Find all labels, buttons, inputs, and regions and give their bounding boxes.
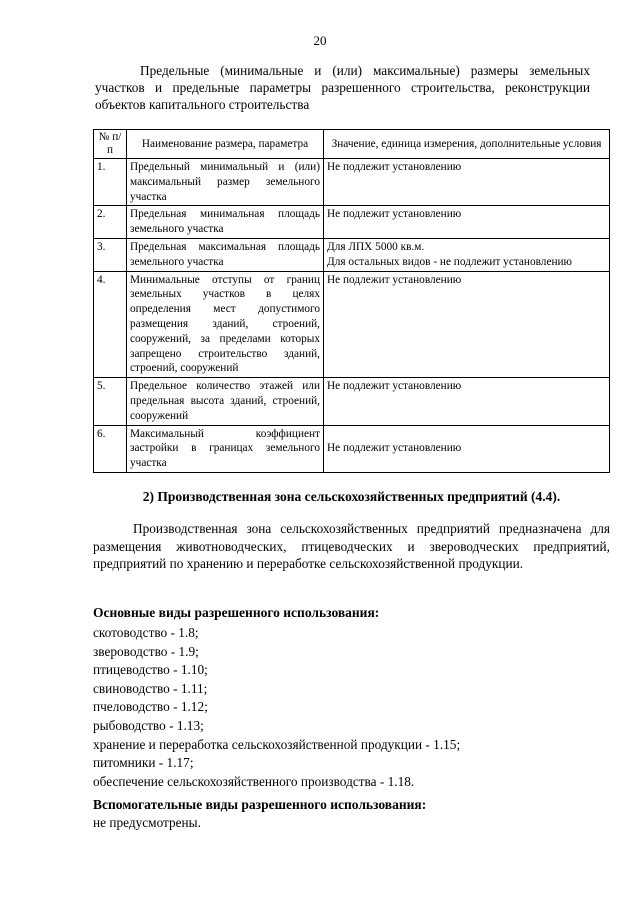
list-item: птицеводство - 1.10; [93,662,208,678]
row-num: 5. [94,378,127,425]
page-number: 20 [313,33,327,48]
list-item: хранение и переработка сельскохозяйственной продукции - 1.15; [93,736,461,752]
list-item: обеспечение сельскохозяйственного производства - 1.18. [93,773,415,789]
list-item: рыбоводство - 1.13; [93,717,204,733]
table-row [94,378,610,425]
aux-uses-heading: Вспомогательные виды разрешенного использования: [93,797,427,812]
zone-description: Производственная зона сельскохозяйственных предприятий предназначена для размещения животноводческих, птицеводческих и звероводческих предприятий, предприятий по хранению и переработке сельскохозяйственной продукции. [93,521,610,571]
section-intro: Предельные (минимальные и (или) максимальные) размеры земельных участков и предельные параметры разрешенного строительства, реконструкции объектов капитального строительства [95,63,590,112]
row-value-line: Для остальных видов - не подлежит установлению [327,255,572,268]
list-item: скотоводство - 1.8; [93,625,199,640]
row-num: 6. [94,425,127,472]
row-value: Не подлежит установлению [324,425,610,472]
main-uses-list [93,624,460,791]
row-name: Предельная минимальная площадь земельного участка [127,206,324,239]
main-uses-heading: Основные виды разрешенного использования: [93,605,380,620]
row-name: Минимальные отступы от границ земельных участков в целях определения мест допустимого размещения зданий, строений, сооружений, за пределами которых запрещено строительство зданий, строений, сооружений [127,271,324,378]
row-value [324,238,610,271]
header-value: Значение, единица измерения, дополнительные условия [324,130,610,159]
aux-uses-text: не предусмотрены. [93,815,201,830]
header-name: Наименование размера, параметра [127,130,324,159]
zone-title: 2) Производственная зона сельскохозяйственных предприятий (4.4). [142,489,561,504]
table-row [94,238,610,271]
list-item: пчеловодство - 1.12; [93,699,208,715]
table-row [94,159,610,206]
row-value: Не подлежит установлению [324,159,610,206]
table-header-row [94,130,610,159]
table-row [94,271,610,378]
list-item: звероводство - 1.9; [93,643,199,659]
row-name: Предельная максимальная площадь земельного участка [127,238,324,271]
list-item: свиноводство - 1.11; [93,680,208,696]
row-value: Не подлежит установлению [324,206,610,239]
parameters-table [93,129,610,473]
row-num: 2. [94,206,127,239]
row-value: Не подлежит установлению [324,271,610,378]
row-num: 4. [94,271,127,378]
row-num: 1. [94,159,127,206]
row-value-line: Для ЛПХ 5000 кв.м. [327,240,425,253]
table-row [94,206,610,239]
row-name: Максимальный коэффициент застройки в границах земельного участка [127,425,324,472]
row-num: 3. [94,238,127,271]
row-value: Не подлежит установлению [324,378,610,425]
table-row [94,425,610,472]
row-name: Предельный минимальный и (или) максимальный размер земельного участка [127,159,324,206]
row-name: Предельное количество этажей или предельная высота зданий, строений, сооружений [127,378,324,425]
header-num: № п/п [94,130,127,159]
list-item: питомники - 1.17; [93,755,194,771]
